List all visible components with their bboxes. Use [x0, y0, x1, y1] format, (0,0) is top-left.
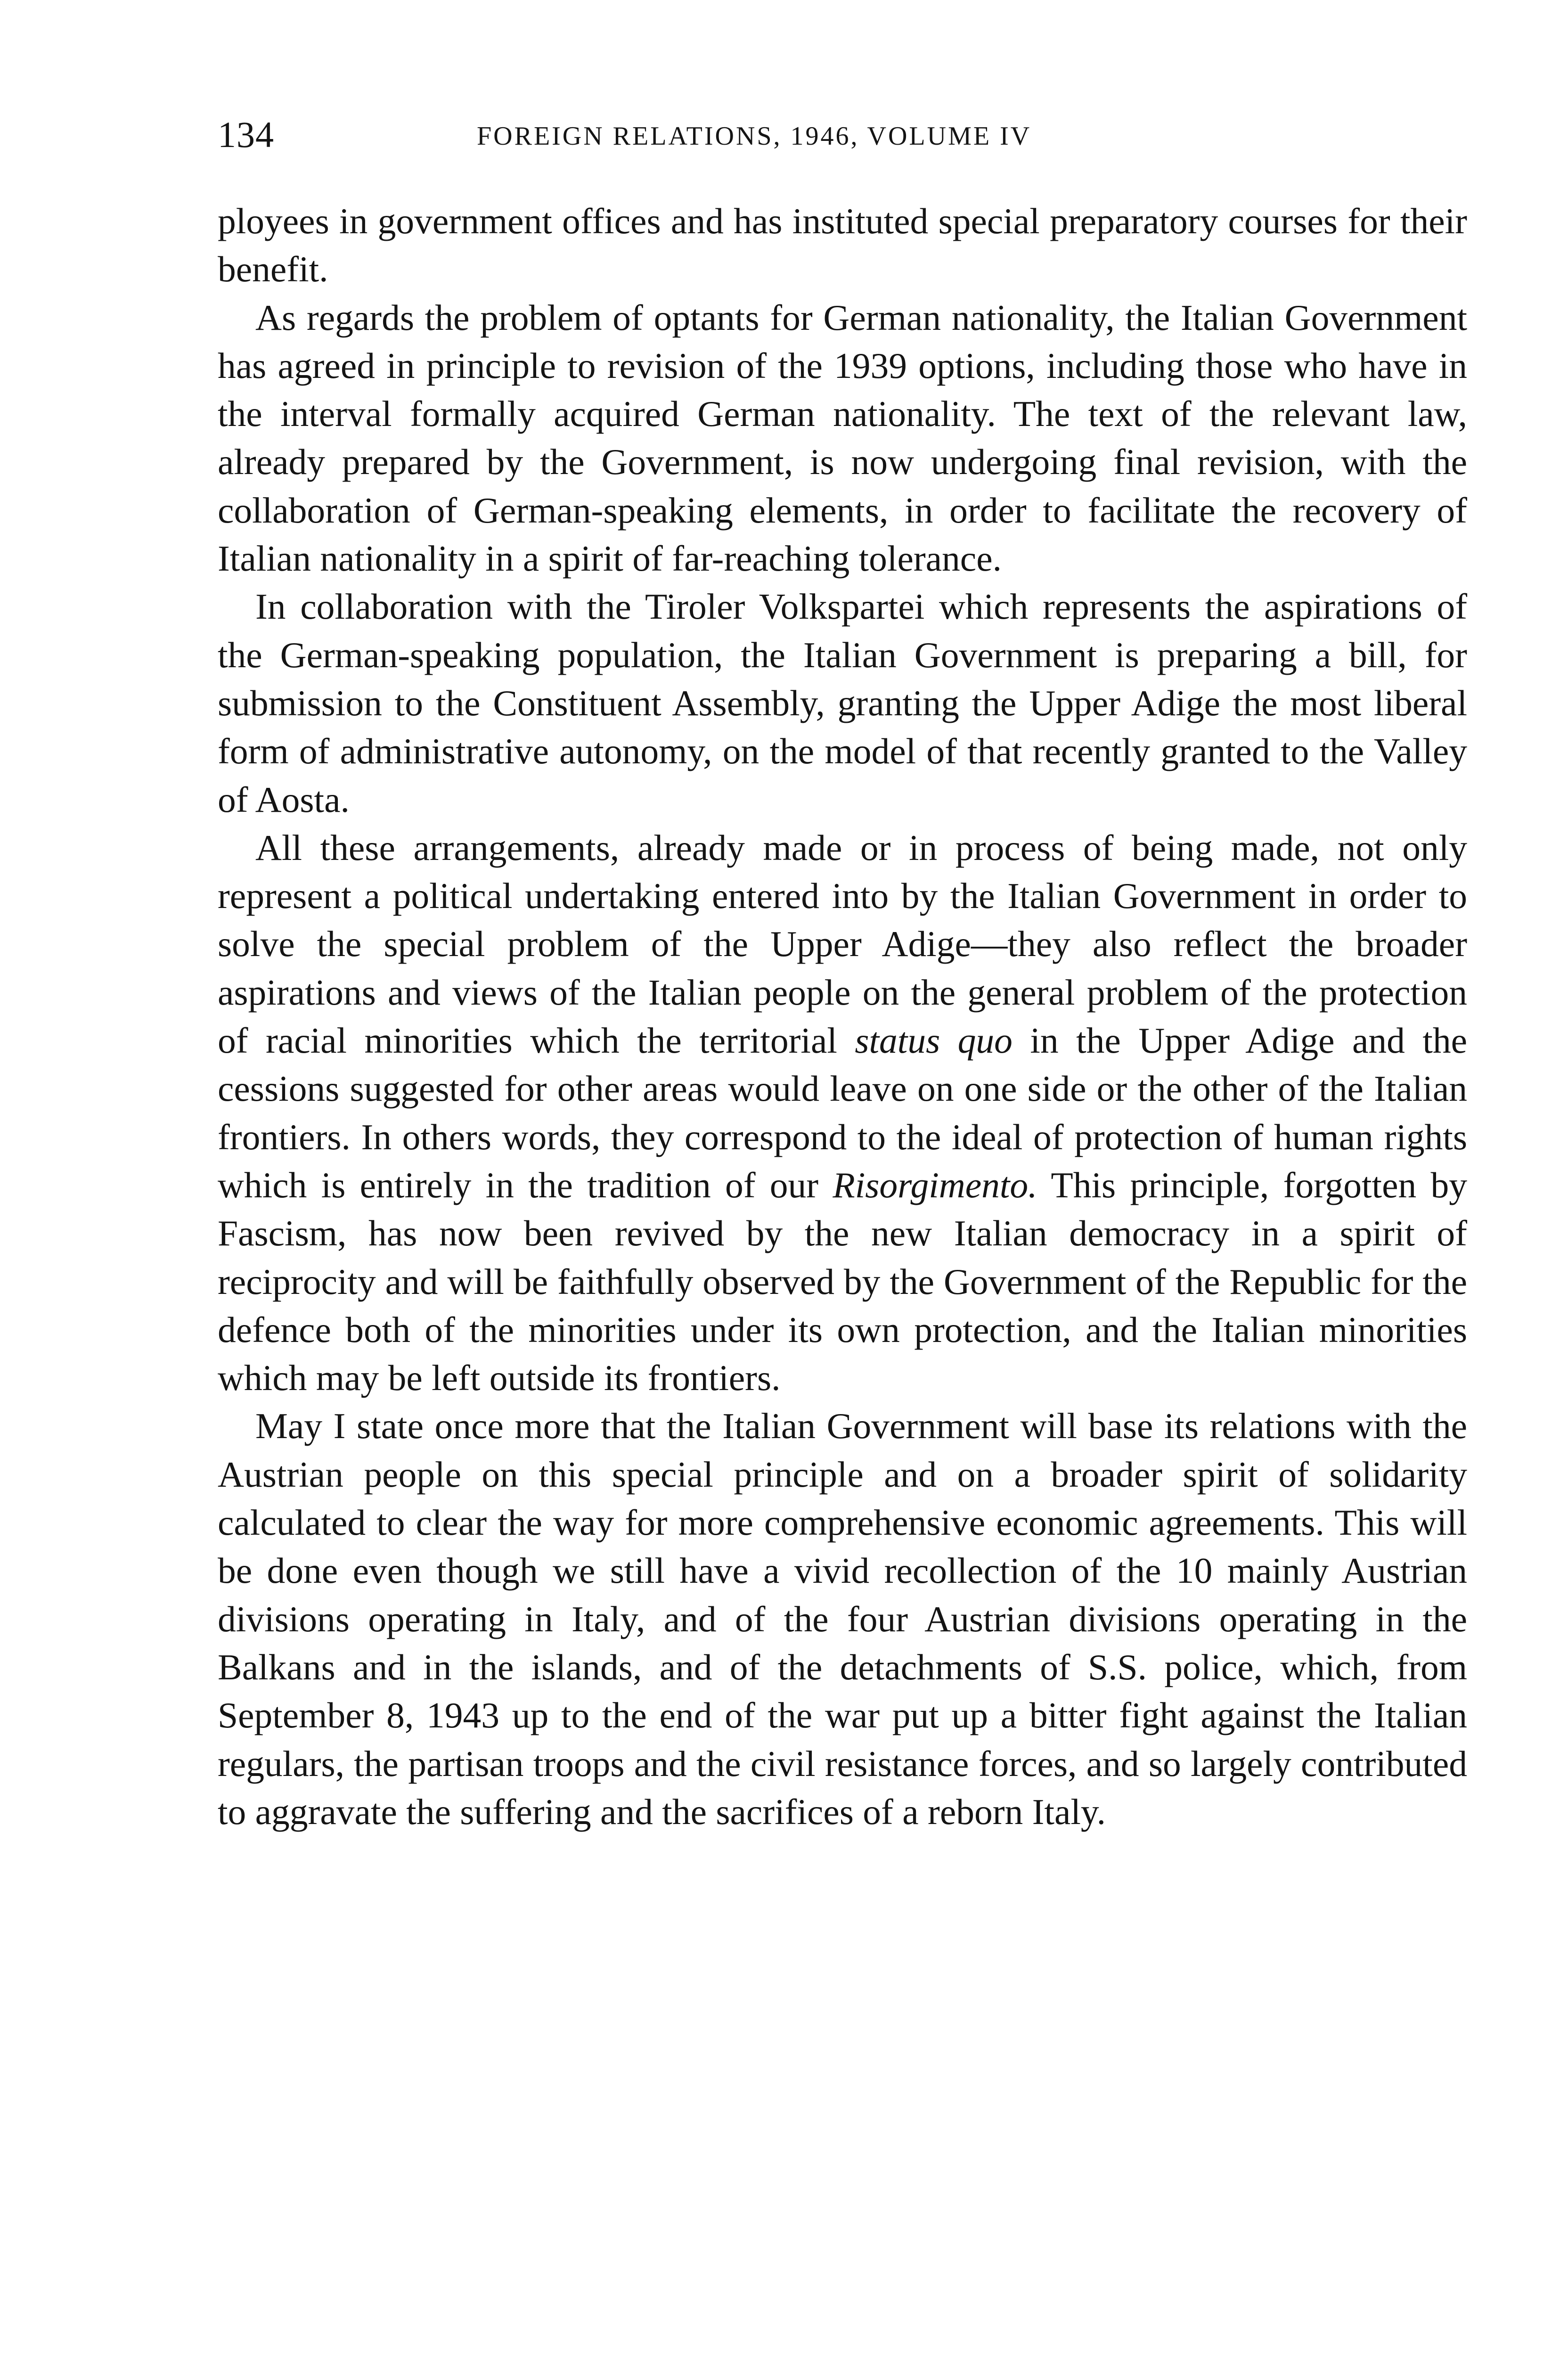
italic-term-risorgimento: Risorgimento. [833, 1164, 1037, 1205]
page-number: 134 [218, 114, 274, 155]
paragraph-optants: As regards the problem of optants for German nationality, the Italian Government has agreed in principle to revision of the 1939 options, including those who have in the interval formally acquired German nationality. The text of the relevant law, already prepared by the Government, is now undergoing final revision, with the collaboration of German-speaking elements, in order to facilitate the recovery of Italian nationality in a spirit of far-reaching tolerance. [218, 297, 1467, 579]
text-segment: All these arrangements, already made or in process of being made, not only represent a political undertaking entered into by the Italian Government in order to solve the special problem of the Upper Adige—they also reflect the broader aspirations and views of the Italian people on the general problem of the protection of racial minorities which the territorial [218, 827, 1467, 1061]
body-text [218, 197, 1467, 1836]
text-segment: This principle, forgotten by Fascism, has now been revived by the new Italian democracy in a spirit of reciprocity and will be faithfully observed by the Government of the Republic for the defence both of the minorities under its own protection, and the Italian minorities which may be left outside its frontiers. [218, 1164, 1467, 1399]
paragraph-continued: ployees in government offices and has instituted special preparatory courses for their benefit. [218, 201, 1467, 290]
paragraph-arrangements [218, 824, 1467, 1402]
italic-term-status-quo: status quo [855, 1020, 1013, 1061]
paragraph-autonomy: In collaboration with the Tiroler Volkspartei which represents the aspirations of the German-speaking population, the Italian Government is preparing a bill, for submission to the Constituent Assembly, granting the Upper Adige the most liberal form of administrative autonomy, on the model of that recently granted to the Valley of Aosta. [218, 586, 1467, 820]
text-segment: in the Upper Adige and the cessions suggested for other areas would leave on one side or the other of the Italian frontiers. In others words, they correspond to the ideal of protection of human rights which is entirely in the tradition of our [218, 1020, 1467, 1205]
running-header [218, 111, 1467, 158]
paragraph-austrian-relations: May I state once more that the Italian Government will base its relations with the Austrian people on this special principle and on a broader spirit of solidarity calculated to clear the way for more comprehensive economic agreements. This will be done even though we still have a vivid recollection of the 10 mainly Austrian divisions operating in Italy, and of the four Austrian divisions operating in the Balkans and in the islands, and of the detachments of S.S. police, which, from September 8, 1943 up to the end of the war put up a bitter fight against the Italian regulars, the partisan troops and the civil resistance forces, and so largely contributed to aggravate the suffering and the sacrifices of a reborn Italy. [218, 1406, 1467, 1832]
running-title: FOREIGN RELATIONS, 1946, VOLUME IV [477, 122, 1032, 151]
